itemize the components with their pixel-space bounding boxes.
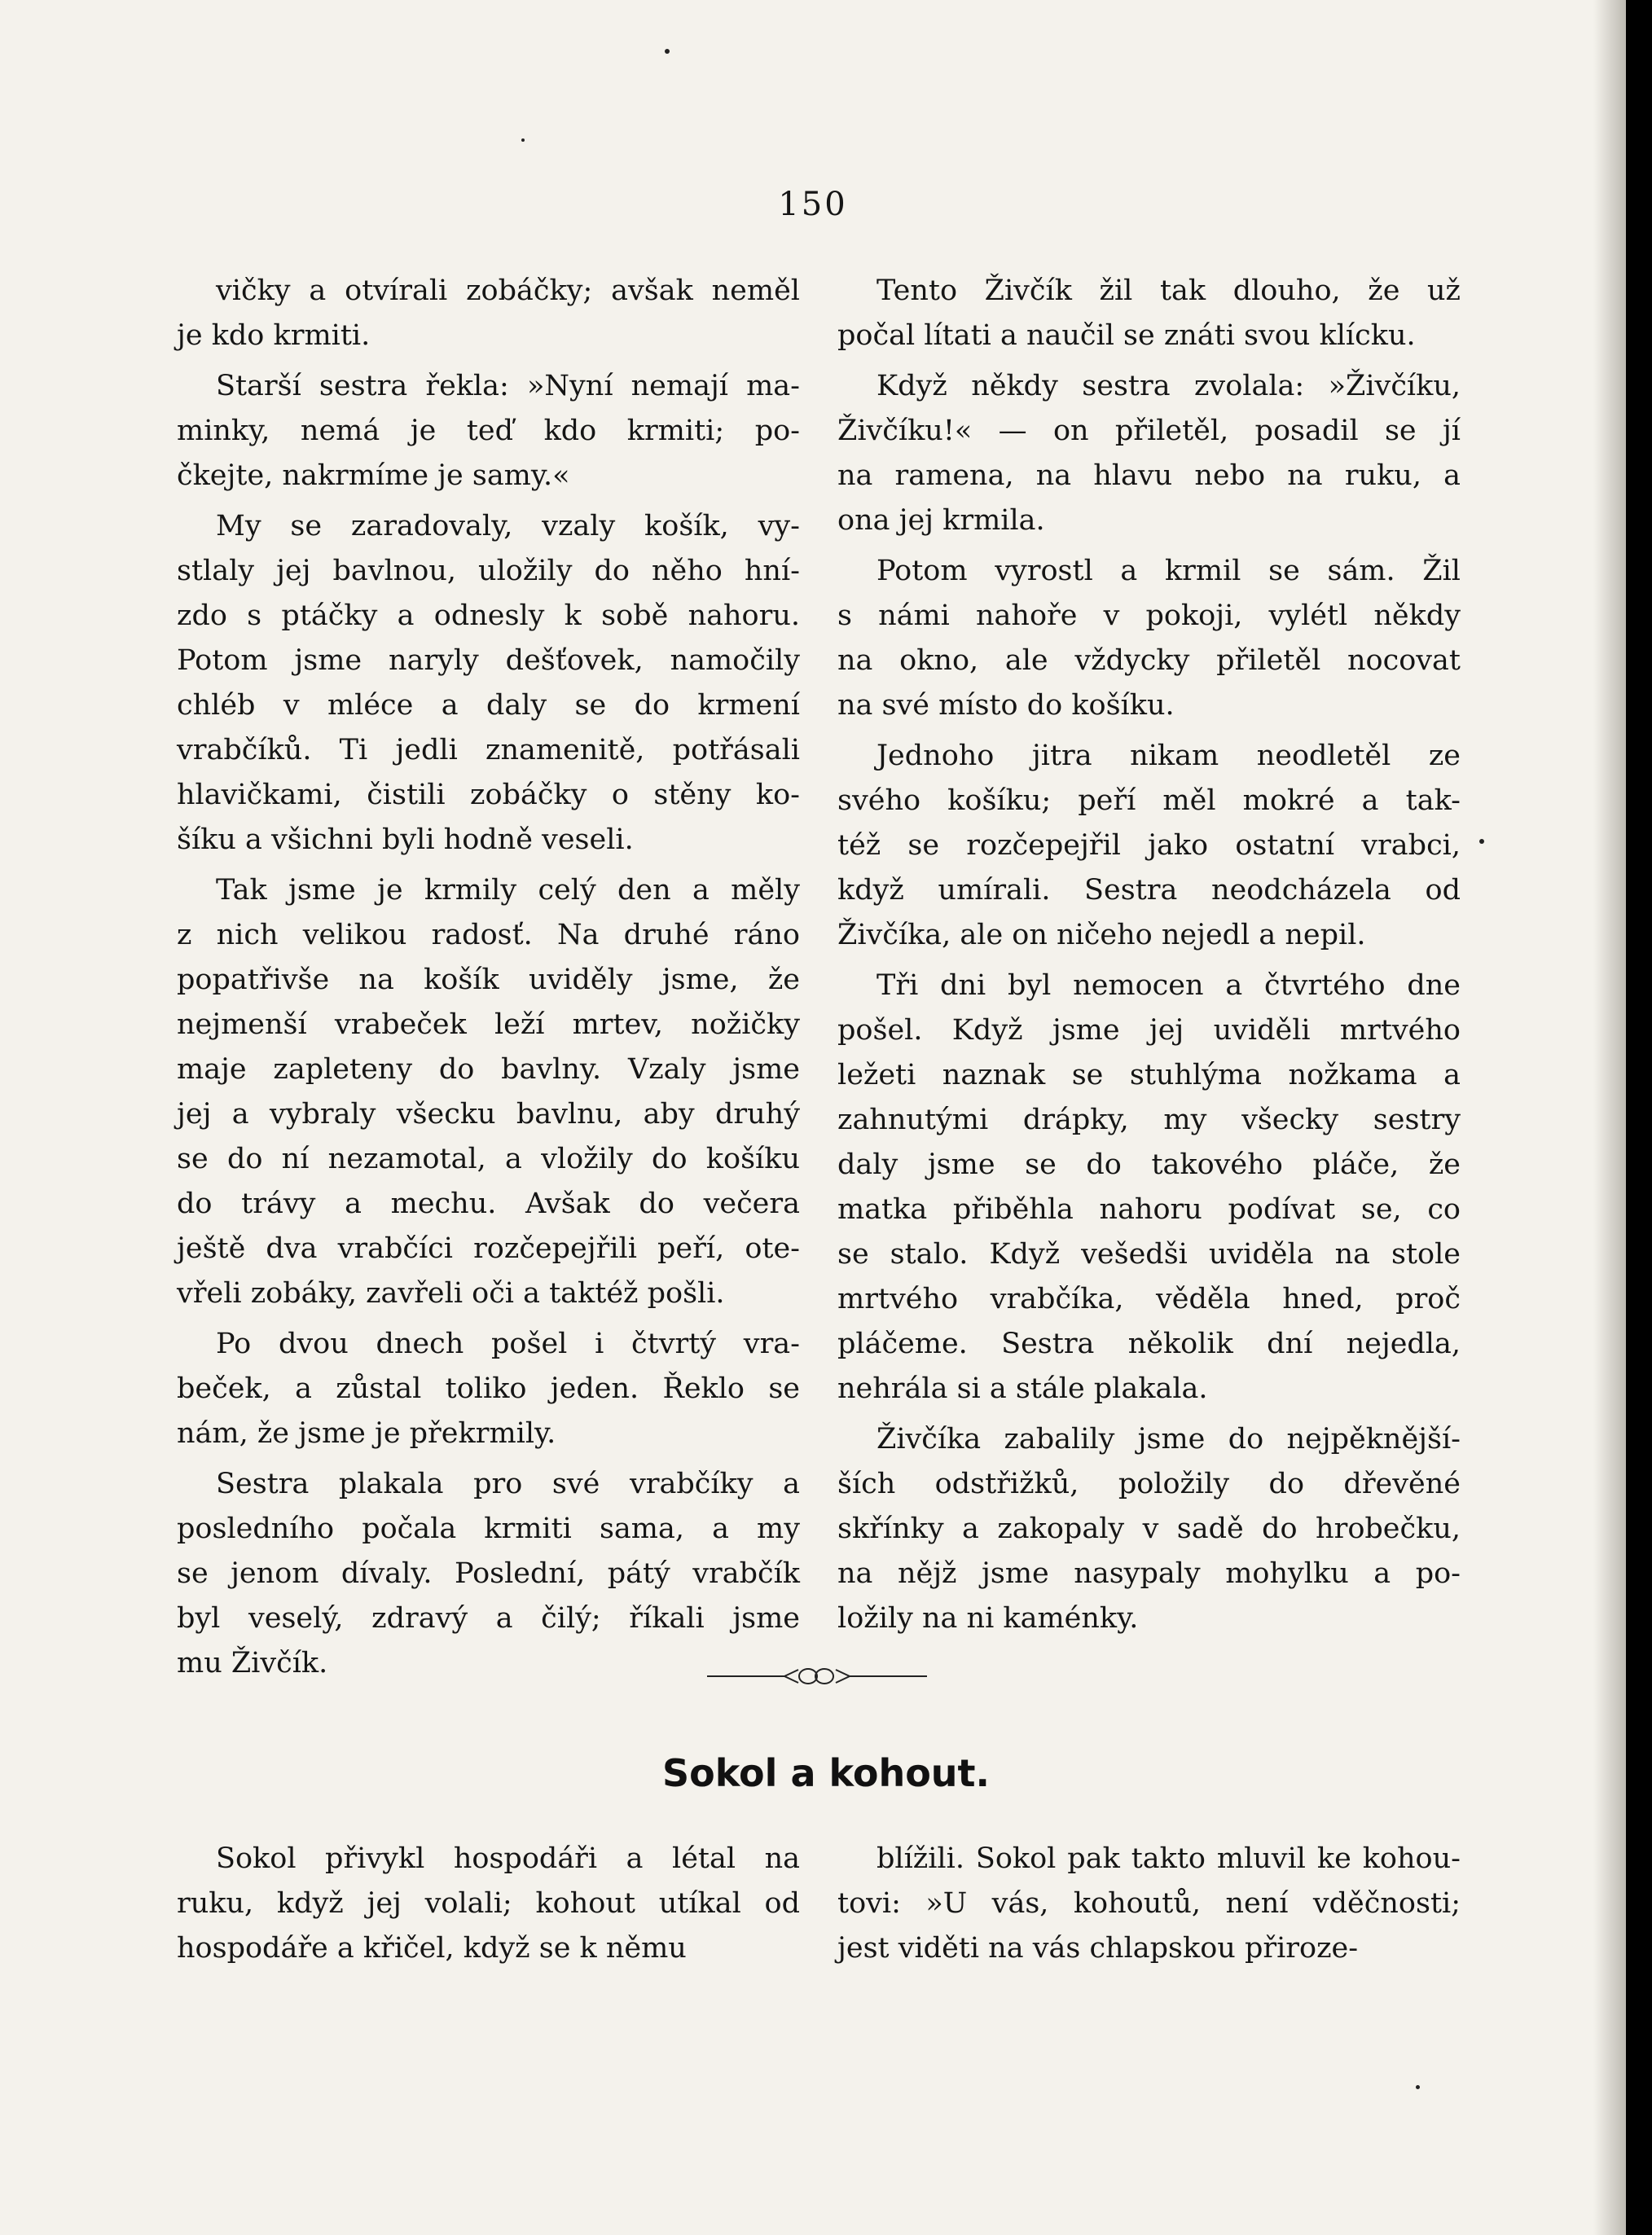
text-line: zdo s ptáčky a odnesly k sobě nahoru. (177, 599, 800, 632)
text-line: z nich velikou radosť. Na druhé ráno (177, 919, 800, 951)
paragraph (837, 269, 1461, 358)
text-line: Živčíka, ale on ničeho nejedl a nepil. (837, 919, 1366, 951)
ornament-loop-left (799, 1669, 817, 1684)
paragraph (837, 964, 1461, 1412)
text-line: My se zaradovaly, vzaly košík, vy- (216, 510, 800, 542)
text-line: byl veselý, zdravý a čilý; říkali jsme (177, 1602, 800, 1635)
text-line: Jednoho jitra nikam neodletěl ze (877, 740, 1461, 772)
text-line: posledního počala krmiti sama, a my (177, 1513, 800, 1545)
text-line: jej a vybraly všecku bavlnu, aby druhý (177, 1098, 800, 1131)
paragraph (177, 1837, 800, 1971)
text-line: počal lítati a naučil se znáti svou klícku. (837, 319, 1416, 352)
divider-ornament (707, 1662, 927, 1691)
text-line: minky, nemá je teď kdo krmiti; po- (177, 415, 800, 447)
text-line: Živčíka zabalily jsme do nejpěknější- (877, 1423, 1461, 1456)
text-line: beček, a zůstal toliko jeden. Řeklo se (177, 1372, 800, 1405)
text-line: na nějž jsme nasypaly mohylku a po- (837, 1557, 1461, 1590)
text-line: na okno, ale vždycky přiletěl nocovat (837, 644, 1461, 677)
ornament-flourish-right (836, 1670, 850, 1683)
paragraph (837, 1837, 1461, 1971)
text-line: daly jsme se do takového pláče, že (837, 1148, 1461, 1181)
text-line: chléb v mléce a daly se do krmení (177, 689, 800, 722)
ornament-flourish (784, 1670, 798, 1683)
text-line: ruku, když jej volali; kohout utíkal od (177, 1887, 800, 1920)
section-title: Sokol a kohout. (661, 1751, 991, 1795)
text-line: Tento Živčík žil tak dlouho, že už (877, 274, 1461, 307)
text-line: čkejte, nakrmíme je samy.« (177, 459, 570, 492)
paragraph (837, 549, 1461, 728)
text-line: na ramena, na hlavu nebo na ruku, a (837, 459, 1461, 492)
text-line: Když někdy sestra zvolala: »Živčíku, (877, 370, 1461, 402)
text-line: šíku a všichni byli hodně veseli. (177, 823, 634, 856)
text-line: skřínky a zakopaly v sadě do hrobečku, (837, 1513, 1461, 1545)
text-line: se stalo. Když vešedši uviděla na stole (837, 1238, 1461, 1271)
ornament-loop-right (815, 1669, 833, 1684)
text-line: ložily na ni kaménky. (837, 1602, 1139, 1635)
text-line: Po dvou dnech pošel i čtvrtý vra- (216, 1328, 800, 1360)
text-line: hospodáře a křičel, když se k němu (177, 1932, 687, 1965)
text-line: se do ní nezamotal, a vložily do košíku (177, 1143, 800, 1175)
text-line: pošel. Když jsme jej uviděli mrtvého (837, 1014, 1461, 1047)
left-column (177, 269, 800, 1692)
text-line: Sestra plakala pro své vrabčíky a (216, 1468, 800, 1500)
right-column (837, 269, 1461, 1647)
text-line: popatřivše na košík uviděly jsme, že (177, 964, 800, 996)
text-line: pláčeme. Sestra několik dní nejedla, (837, 1328, 1461, 1360)
text-line: matka přiběhla nahoru podívat se, co (837, 1193, 1461, 1226)
page-number: 150 (778, 186, 848, 223)
text-line: vičky a otvírali zobáčky; avšak neměl (216, 274, 800, 307)
text-line: Sokol přivykl hospodáři a létal na (216, 1842, 800, 1875)
print-speck (1416, 2085, 1420, 2089)
text-line: ších odstřižků, položily do dřevěné (837, 1468, 1461, 1500)
text-line: mu Živčík. (177, 1647, 328, 1680)
text-line: ještě dva vrabčíci rozčepejřili peří, ote- (177, 1232, 800, 1265)
text-line: Tři dni byl nemocen a čtvrtého dne (877, 969, 1461, 1002)
text-line: nejmenší vrabeček leží mrtev, nožičky (177, 1008, 800, 1041)
text-line: jest viděti na vás chlapskou přiroze- (837, 1932, 1359, 1965)
print-speck (521, 138, 525, 142)
page-edge-shadow (1593, 0, 1626, 2235)
text-line: nehrála si a stále plakala. (837, 1372, 1208, 1405)
text-line: vřeli zobáky, zavřeli oči a taktéž pošli. (177, 1277, 725, 1310)
text-line: též se rozčepejřil jako ostatní vrabci, (837, 829, 1461, 862)
text-line: Potom vyrostl a krmil se sám. Žil (877, 555, 1461, 587)
section-left-column (177, 1837, 800, 1977)
text-line: stlaly jej bavlnou, uložily do něho hní- (177, 555, 800, 587)
text-line: maje zapleteny do bavlny. Vzaly jsme (177, 1053, 800, 1086)
text-line: do trávy a mechu. Avšak do večera (177, 1188, 800, 1220)
text-line: s námi nahoře v pokoji, vylétl někdy (837, 599, 1461, 632)
text-line: mrtvého vrabčíka, věděla hned, proč (837, 1283, 1461, 1315)
paragraph (177, 269, 800, 358)
text-line: Tak jsme je krmily celý den a měly (216, 874, 800, 907)
text-line: tovi: »U vás, kohoutů, není vděčnosti; (837, 1887, 1461, 1920)
print-speck (1479, 839, 1484, 844)
text-line: je kdo krmiti. (177, 319, 371, 352)
section-right-column (837, 1837, 1461, 1977)
text-line: ležeti naznak se stuhlýma nožkama a (837, 1059, 1461, 1091)
text-line: nám, že jsme je překrmily. (177, 1417, 556, 1450)
text-line: vrabčíků. Ti jedli znamenitě, potřásali (177, 734, 800, 766)
paragraph (177, 504, 800, 863)
paragraph (177, 1462, 800, 1686)
text-line: blížili. Sokol pak takto mluvil ke kohou- (877, 1842, 1461, 1875)
text-line: svého košíku; peří měl mokré a tak- (837, 784, 1461, 817)
text-line: Živčíku!« — on přiletěl, posadil se jí (837, 415, 1461, 447)
paragraph (177, 1322, 800, 1456)
text-line: hlavičkami, čistili zobáčky o stěny ko- (177, 779, 800, 811)
text-line: ona jej krmila. (837, 504, 1045, 537)
text-line: když umírali. Sestra neodcházela od (837, 874, 1461, 907)
print-speck (665, 49, 670, 54)
paragraph (837, 364, 1461, 543)
paragraph (837, 734, 1461, 958)
text-line: Potom jsme naryly dešťovek, namočily (177, 644, 800, 677)
text-line: Starší sestra řekla: »Nyní nemají ma- (216, 370, 800, 402)
paragraph (837, 1417, 1461, 1641)
paragraph (177, 364, 800, 498)
text-line: se jenom dívaly. Poslední, pátý vrabčík (177, 1557, 800, 1590)
text-line: zahnutými drápky, my všecky sestry (837, 1104, 1461, 1136)
paragraph (177, 868, 800, 1316)
text-line: na své místo do košíku. (837, 689, 1175, 722)
